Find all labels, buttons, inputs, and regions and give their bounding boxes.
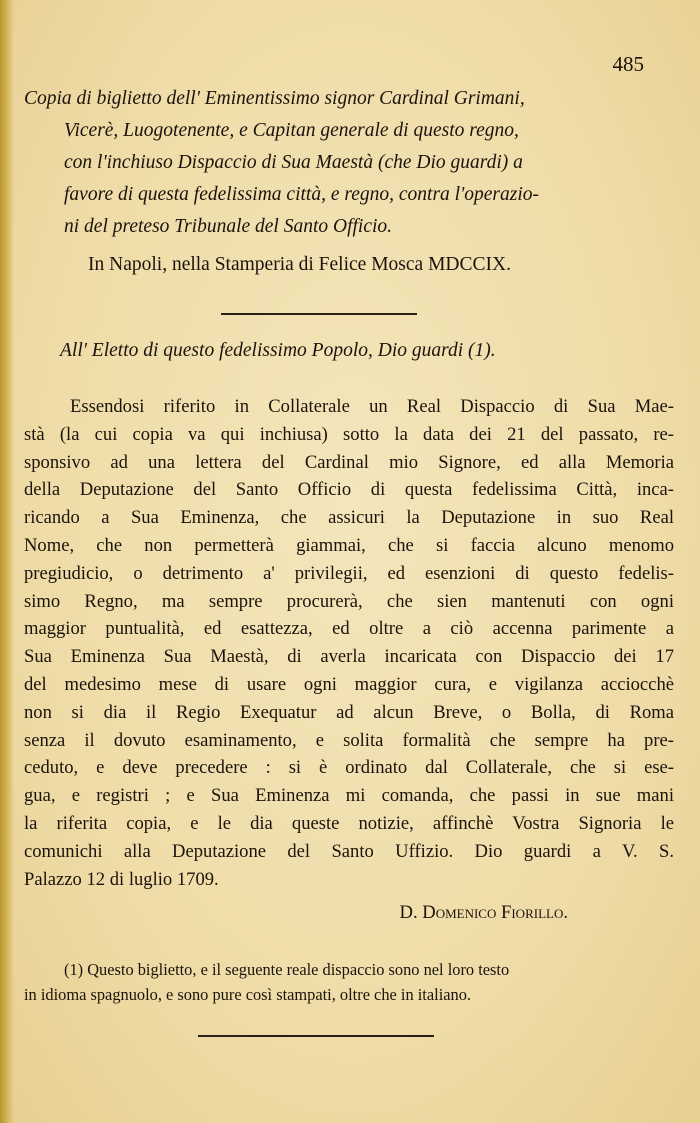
body-line: Nome, che non permetterà giammai, che si faccia alcuno menomo	[24, 534, 674, 556]
body-line: comunichi alla Deputazione del Santo Uffizio. Dio guardi a V. S.	[24, 840, 674, 862]
body-line: Essendosi riferito in Collaterale un Real Dispaccio di Sua Mae-	[70, 396, 674, 417]
body-line: ricando a Sua Eminenza, che assicuri la Deputazione in suo Real	[24, 507, 674, 529]
body-line: senza il dovuto esaminamento, e solita formalità che sempre ha pre-	[24, 729, 674, 751]
heading-line: favore di questa fedelissima città, e regno, contra l'operazio-	[64, 184, 539, 205]
imprint-line: In Napoli, nella Stamperia di Felice Mosca MDCCIX.	[88, 254, 511, 275]
body-line: gua, e registri ; e Sua Eminenza mi comanda, che passi in sue mani	[24, 785, 674, 807]
body-line: stà (la cui copia va qui inchiusa) sotto la data dei 21 del passato, re-	[24, 423, 674, 445]
body-line: simo Regno, ma sempre procurerà, che sien mantenuti con ogni	[24, 590, 674, 612]
page-number: 485	[612, 52, 644, 76]
footer-divider	[198, 1035, 434, 1037]
body-line: la riferita copia, e le dia queste notizie, affinchè Vostra Signoria le	[24, 812, 674, 834]
document-heading	[24, 83, 656, 243]
letter-address: All' Eletto di questo fedelissimo Popolo, Dio guardi (1).	[60, 340, 496, 361]
body-line: Sua Eminenza Sua Maestà, di averla incaricata con Dispaccio dei 17	[24, 646, 674, 668]
footnote	[24, 957, 674, 1007]
body-line: ceduto, e deve precedere : si è ordinato dal Collaterale, che si ese-	[24, 757, 674, 779]
signature: D. Domenico Fiorillo.	[399, 902, 568, 923]
letter-body	[24, 393, 674, 893]
body-line: della Deputazione del Santo Officio di questa fedelissima Città, inca-	[24, 479, 674, 501]
heading-line: Copia di biglietto dell' Eminentissimo signor Cardinal Grimani,	[24, 88, 525, 109]
footnote-line: (1) Questo biglietto, e il seguente reale dispaccio sono nel loro testo	[64, 960, 510, 979]
body-line: maggior puntualità, ed esattezza, ed oltre a ciò accenna parimente a	[24, 618, 674, 640]
body-line: Palazzo 12 di luglio 1709.	[24, 868, 219, 890]
page-gutter-edge	[0, 0, 14, 1123]
heading-line: ni del preteso Tribunale del Santo Officio.	[64, 216, 393, 237]
heading-line: Vicerè, Luogotenente, e Capitan generale di questo regno,	[64, 120, 519, 141]
body-line: del medesimo mese di usare ogni maggior cura, e vigilanza acciocchè	[24, 673, 674, 695]
body-line: sponsivo ad una lettera del Cardinal mio Signore, ed alla Memoria	[24, 451, 674, 473]
section-divider	[221, 313, 417, 315]
footnote-line: in idioma spagnuolo, e sono pure così stampati, oltre che in italiano.	[24, 985, 472, 1004]
body-line: non si dia il Regio Exequatur ad alcun Breve, o Bolla, di Roma	[24, 701, 674, 723]
heading-line: con l'inchiuso Dispaccio di Sua Maestà (che Dio guardi) a	[64, 152, 523, 173]
body-line: pregiudicio, o detrimento a' privilegii, ed esenzioni di questo fedelis-	[24, 562, 674, 584]
